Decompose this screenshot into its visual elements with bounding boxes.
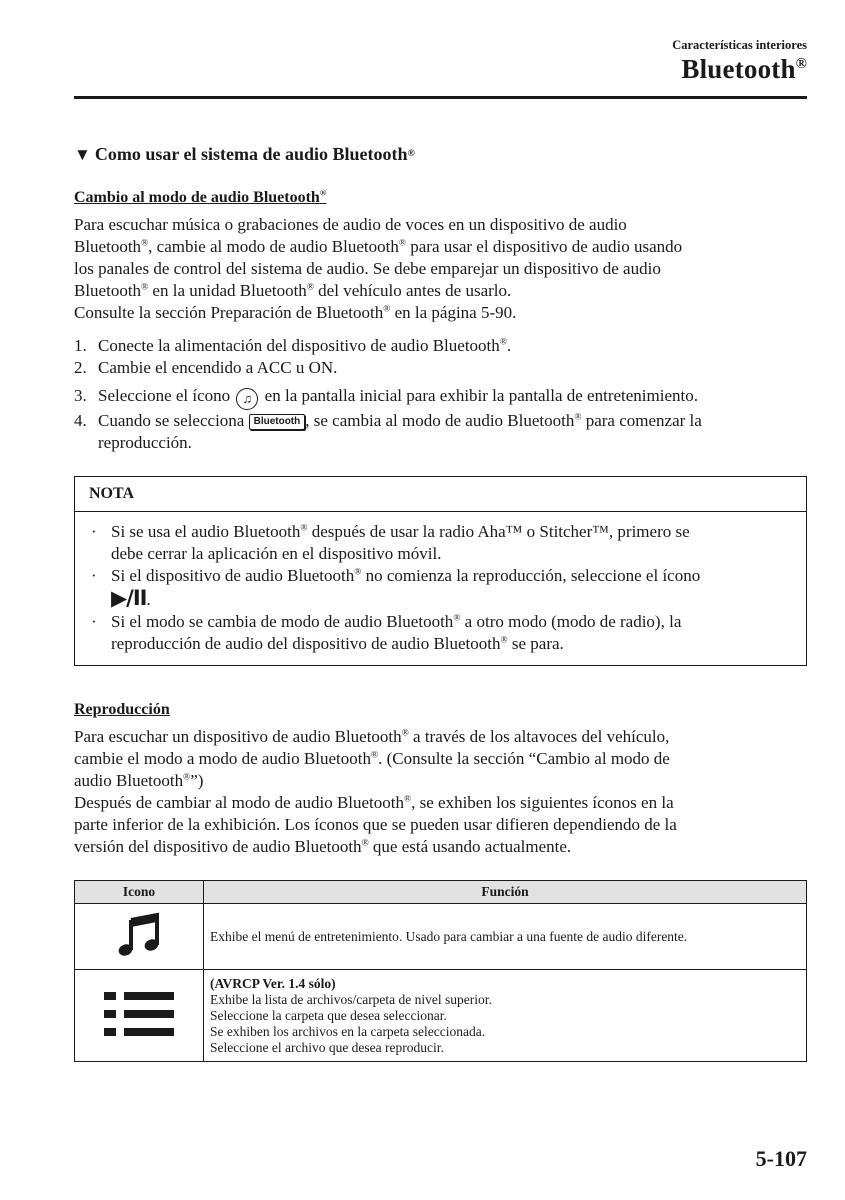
text: Si el dispositivo de audio Bluetooth [111,566,355,585]
registered-mark: ® [401,728,409,739]
function-line: Exhibe la lista de archivos/carpeta de nivel superior. [210,991,492,1007]
step-item [74,335,807,357]
nota-text [111,565,792,611]
function-text: Exhibe el menú de entretenimiento. Usado para cambiar a una fuente de audio diferente. [210,928,688,944]
registered-mark: ® [404,794,412,805]
function-line: Seleccione el archivo que desea reproducir. [210,1039,444,1055]
step-item [74,357,807,379]
text: , se cambia al modo de audio Bluetooth [305,411,575,430]
para-line [74,258,807,280]
para-line [74,748,807,770]
icon-function-table [74,880,807,1062]
text: los panales de control del sistema de audio. Se debe emparejar un dispositivo de audio [74,259,661,278]
registered-mark: ® [319,187,327,198]
text: para usar el dispositivo de audio usando [405,237,683,256]
registered-mark: ® [499,337,507,348]
text: Si se usa el audio Bluetooth [111,522,301,541]
registered-mark: ® [183,772,191,783]
step-number: 2. [74,358,87,377]
nota-title: NOTA [75,477,806,512]
subheading-reproduccion: Reproducción [74,701,170,718]
nota-box [74,476,807,666]
para-line [74,770,807,792]
step-text: Cambie el encendido a ACC u ON. [98,358,338,377]
play-pause-icon[interactable]: ▶/II [111,586,147,610]
text: se para. [507,634,564,653]
nota-text [111,611,792,655]
function-cell [204,904,807,970]
paragraph-reproduccion [74,726,807,858]
text: Bluetooth [74,281,142,300]
text: . [146,590,151,609]
text: del vehículo antes de usarlo. [313,281,512,300]
paragraph-cambio [74,214,807,324]
text: Si el modo se cambia de modo de audio Bluetooth [111,612,454,631]
text: , se exhiben los siguientes íconos en la [411,793,674,812]
text: , cambie al modo de audio Bluetooth [148,237,399,256]
main-heading-text: Como usar el sistema de audio Bluetooth [94,144,408,164]
bullet: · [91,612,97,631]
text: cambie el modo a modo de audio Bluetooth [74,749,371,768]
text: a través de los altavoces del vehículo, [408,727,670,746]
text: Bluetooth [74,237,142,256]
header-title-text: Bluetooth [681,54,796,84]
step-number: 1. [74,336,87,355]
header-section: Características interiores [672,38,807,52]
nota-text [111,521,792,565]
function-line: Se exhiben los archivos en la carpeta seleccionada. [210,1023,486,1039]
text: reproducción de audio del dispositivo de audio Bluetooth [111,634,501,653]
text: Cuando se selecciona [98,411,245,430]
subheading-cambio [74,188,807,208]
icon-cell [75,970,204,1062]
bullet: · [91,566,97,585]
header-rule [74,96,807,99]
column-header-icono: Icono [75,881,204,904]
para-line [74,302,807,324]
step-text [98,335,807,357]
list-icon[interactable] [104,992,174,1036]
registered-mark: ® [141,238,149,249]
text: después de usar la radio Aha™ o Stitcher™, primero se [307,522,690,541]
table-header-row [75,881,807,904]
registered-mark: ® [361,838,369,849]
step-item [74,385,807,410]
bluetooth-button[interactable]: Bluetooth [249,414,306,430]
step-item [74,410,807,454]
para-line [74,814,807,836]
text: Para escuchar música o grabaciones de audio de voces en un dispositivo de audio [74,215,627,234]
text: . [506,336,512,355]
text: que está usando actualmente. [368,837,572,856]
registered-mark: ® [370,750,379,761]
text: en la unidad Bluetooth [148,281,307,300]
content [74,142,807,1062]
text: no comienza la reproducción, seleccione el ícono [361,566,701,585]
registered-mark: ® [398,238,406,249]
steps-list [74,335,807,454]
step-text [98,410,807,454]
text: parte inferior de la exhibición. Los íconos que se pueden usar difieren dependiendo de la [74,815,677,834]
function-title: (AVRCP Ver. 1.4 sólo) [210,975,336,991]
para-line [74,214,807,236]
registered-mark: ® [795,56,807,72]
text: versión del dispositivo de audio Bluetooth [74,837,362,856]
text: . (Consulte la sección “Cambio al modo de [378,749,670,768]
para-line [74,280,807,302]
registered-mark: ® [354,567,362,578]
text: reproducción. [98,433,192,452]
text: Después de cambiar al modo de audio Bluetooth [74,793,404,812]
nota-item [89,521,792,565]
nota-body [75,512,806,665]
main-heading: ▼ Como usar el sistema de audio Bluetooth ® [74,144,415,164]
registered-mark: ® [383,304,391,315]
step-text [98,385,807,410]
registered-mark: ® [306,282,314,293]
para-line [74,726,807,748]
column-header-funcion: Función [204,881,807,904]
step-number: 3. [74,386,87,405]
registered-mark: ® [500,635,508,646]
page-number: 5-107 [755,1146,807,1171]
icon-cell [75,904,204,970]
music-note-icon[interactable] [117,912,161,958]
text: en la pantalla inicial para exhibir la pantalla de entretenimiento. [264,386,698,405]
bullet: · [91,522,97,541]
text: debe cerrar la aplicación en el dispositivo móvil. [111,544,442,563]
registered-mark: ® [453,613,461,624]
text: audio Bluetooth [74,771,184,790]
para-line [74,792,807,814]
nota-item [89,565,792,611]
text: a otro modo (modo de radio), la [460,612,682,631]
text: Seleccione el ícono [98,386,231,405]
text: Conecte la alimentación del dispositivo de audio Bluetooth [98,336,500,355]
function-line: Seleccione la carpeta que desea seleccionar. [210,1007,447,1023]
text: Para escuchar un dispositivo de audio Bluetooth [74,727,402,746]
music-note-icon[interactable]: ♫ [236,388,258,410]
subheading-text: Cambio al modo de audio Bluetooth [74,189,320,206]
text: Consulte la sección Preparación de Bluetooth [74,303,384,322]
table-row [75,904,807,970]
text: ”) [190,771,204,790]
table-row [75,970,807,1062]
function-cell [204,970,807,1062]
para-line [74,236,807,258]
text: para comenzar la [581,411,702,430]
para-line [74,836,807,858]
nota-item [89,611,792,655]
triangle-down-icon: ▼ [74,144,91,164]
step-number: 4. [74,411,87,430]
registered-mark: ® [574,412,582,423]
header-title [681,54,807,85]
registered-mark: ® [141,282,149,293]
text: en la página 5-90. [390,303,517,322]
registered-mark: ® [300,523,308,534]
